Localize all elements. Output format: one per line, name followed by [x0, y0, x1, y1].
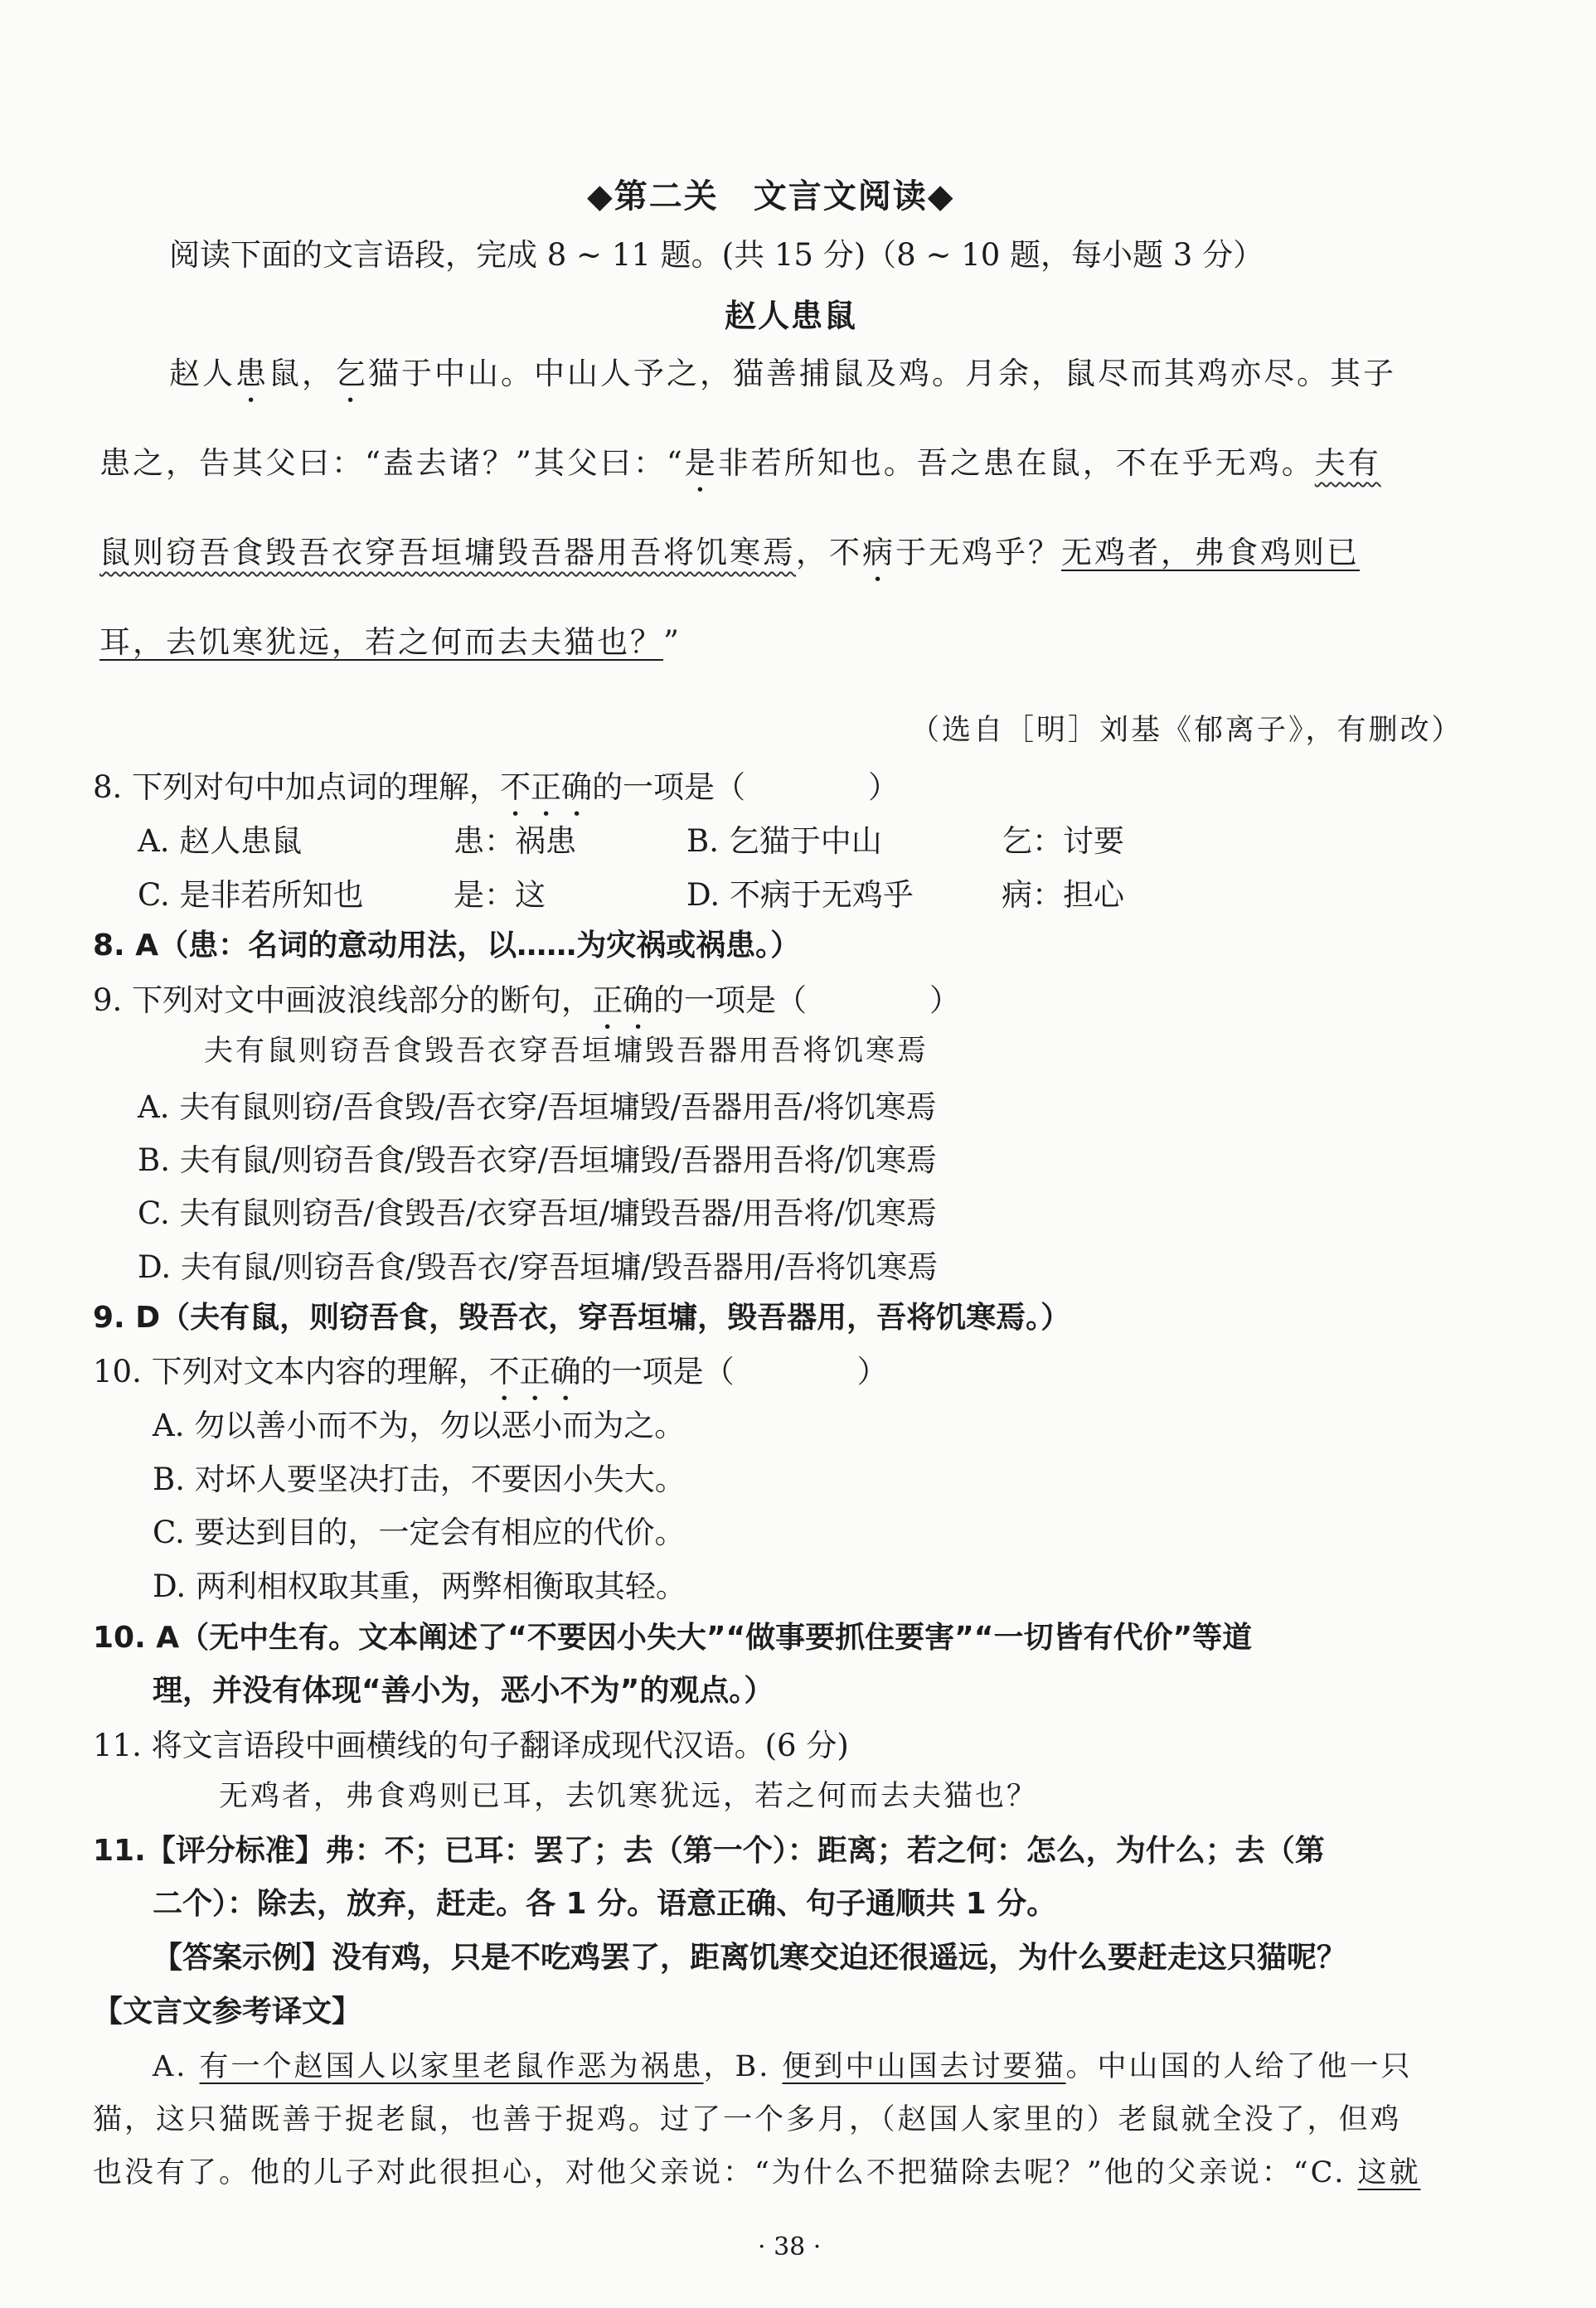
q9-text: 夫有鼠则窃吾食毁吾衣穿吾垣墉毁吾器用吾将饥寒焉 [204, 1035, 929, 1068]
translation-heading: 【文言文参考译文】 [93, 1995, 362, 2029]
passage-line-3: 鼠则窃吾食毁吾衣穿吾垣墉毁吾器用吾将饥寒焉，不病于无鸡乎？无鸡者，弗食鸡则已 [99, 535, 1360, 570]
q10-option-c: C. 要达到目的，一定会有相应的代价。 [153, 1515, 686, 1550]
q8-option-a-gloss: 患：祸患 [454, 823, 576, 859]
q8-answer: 8. A（患：名词的意动用法，以……为灾祸或祸患。） [93, 929, 801, 962]
q8-stem: 8. 下列对句中加点词的理解，不正确的一项是（ ） [93, 769, 900, 805]
q9-option-d: D. 夫有鼠/则窃吾食/毁吾衣/穿吾垣墉/毁吾器用/吾将饥寒焉 [138, 1249, 939, 1285]
q10-option-a: A. 勿以善小而不为，勿以恶小而为之。 [153, 1408, 686, 1443]
translation-line-1: A. 有一个赵国人以家里老鼠作恶为祸患，B. 便到中山国去讨要猫。中山国的人给了他一只 [153, 2050, 1413, 2083]
underlined-text: 这就 [1357, 2156, 1421, 2189]
translation-line-3: 也没有了。他的儿子对此很担心，对他父亲说：“为什么不把猫除去呢？”他的父亲说：“C. 这就 [93, 2156, 1421, 2189]
q8-option-d-gloss: 病：担心 [1002, 877, 1124, 913]
q8-option-d: D. 不病于无鸡乎 [686, 877, 914, 913]
passage-line-1: 赵人患鼠，乞猫于中山。中山人予之，猫善捕鼠及鸡。月余，鼠尽而其鸡亦尽。其子 [169, 356, 1396, 391]
q8-option-c-gloss: 是：这 [454, 877, 546, 913]
section-title: ◆第二关 文言文阅读◆ [587, 177, 955, 216]
emphasis-word: 病 [862, 535, 895, 570]
q9-stem: 9. 下列对文中画波浪线部分的断句，正确的一项是（ ） [93, 982, 961, 1018]
emphasis-word: 患 [235, 356, 269, 391]
q8-option-c: C. 是非若所知也 [138, 877, 364, 913]
underlined-text: 便到中山国去讨要猫 [782, 2050, 1066, 2083]
passage-title: 赵人患鼠 [725, 298, 858, 334]
q10-option-d: D. 两利相权取其重，两弊相衡取其轻。 [153, 1569, 686, 1604]
q8-option-b-gloss: 乞：讨要 [1002, 823, 1124, 859]
underlined-text: 有一个赵国人以家里老鼠作恶为祸患 [199, 2050, 704, 2083]
wavy-underlined-text: 夫有 [1314, 445, 1381, 481]
q9-option-c: C. 夫有鼠则窃吾/食毁吾/衣穿吾垣/墉毁吾器/用吾将/饥寒焉 [138, 1195, 937, 1231]
q10-option-b: B. 对坏人要坚决打击，不要因小失大。 [153, 1462, 686, 1497]
q10-stem: 10. 下列对文本内容的理解，不正确的一项是（ ） [93, 1354, 888, 1389]
passage-source: （选自［明］刘基《郁离子》，有删改） [910, 714, 1463, 747]
passage-line-4: 耳，去饥寒犹远，若之何而去夫猫也？” [99, 624, 682, 660]
wavy-underlined-text: 鼠则窃吾食毁吾衣穿吾垣墉毁吾器用吾将饥寒焉 [99, 535, 796, 570]
q11-standard-line-1: 11.【评分标准】弗：不；已耳：罢了；去（第一个）：距离；若之何：怎么，为什么；去（第 [93, 1834, 1325, 1868]
page-number: · 38 · [758, 2233, 822, 2262]
q11-answer-example: 【答案示例】没有鸡，只是不吃鸡罢了，距离饥寒交迫还很遥远，为什么要赶走这只猫呢？ [153, 1941, 1347, 1975]
q9-option-a: A. 夫有鼠则窃/吾食毁/吾衣穿/吾垣墉毁/吾器用吾/将饥寒焉 [138, 1089, 937, 1125]
q10-answer-line-2: 理，并没有体现“善小为，恶小不为”的观点。） [153, 1674, 774, 1708]
underlined-text: 无鸡者，弗食鸡则已 [1061, 535, 1360, 570]
q11-text: 无鸡者，弗食鸡则已耳，去饥寒犹远，若之何而去夫猫也？ [219, 1780, 1039, 1813]
passage-line-2: 患之，告其父曰：“盍去诸？”其父曰：“是非若所知也。吾之患在鼠，不在乎无鸡。夫有 [99, 445, 1381, 481]
underlined-text: 耳，去饥寒犹远，若之何而去夫猫也？ [99, 624, 663, 660]
q9-option-b: B. 夫有鼠/则窃吾食/毁吾衣穿/吾垣墉毁/吾器用吾将/饥寒焉 [138, 1142, 938, 1178]
q8-option-a: A. 赵人患鼠 [138, 823, 303, 859]
q10-answer-line-1: 10. A（无中生有。文本阐述了“不要因小失大”“做事要抓住要害”“一切皆有代价”等道 [93, 1621, 1253, 1655]
q8-option-b: B. 乞猫于中山 [686, 823, 882, 859]
emphasis-word: 是 [684, 445, 718, 481]
translation-line-2: 猫，这只猫既善于捉老鼠，也善于捉鸡。过了一个多月，（赵国人家里的）老鼠就全没了，但鸡 [93, 2103, 1402, 2136]
q9-answer: 9. D（夫有鼠，则窃吾食，毁吾衣，穿吾垣墉，毁吾器用，吾将饥寒焉。） [93, 1301, 1071, 1335]
q11-stem: 11. 将文言语段中画横线的句子翻译成现代汉语。(6 分) [93, 1728, 849, 1763]
emphasis-word: 乞 [335, 356, 368, 391]
q11-standard-line-2: 二个）：除去，放弃，赶走。各 1 分。语意正确、句子通顺共 1 分。 [153, 1887, 1057, 1921]
instructions: 阅读下面的文言语段，完成 8 ~ 11 题。(共 15 分)（8 ~ 10 题，每小题 3 分） [169, 237, 1264, 273]
